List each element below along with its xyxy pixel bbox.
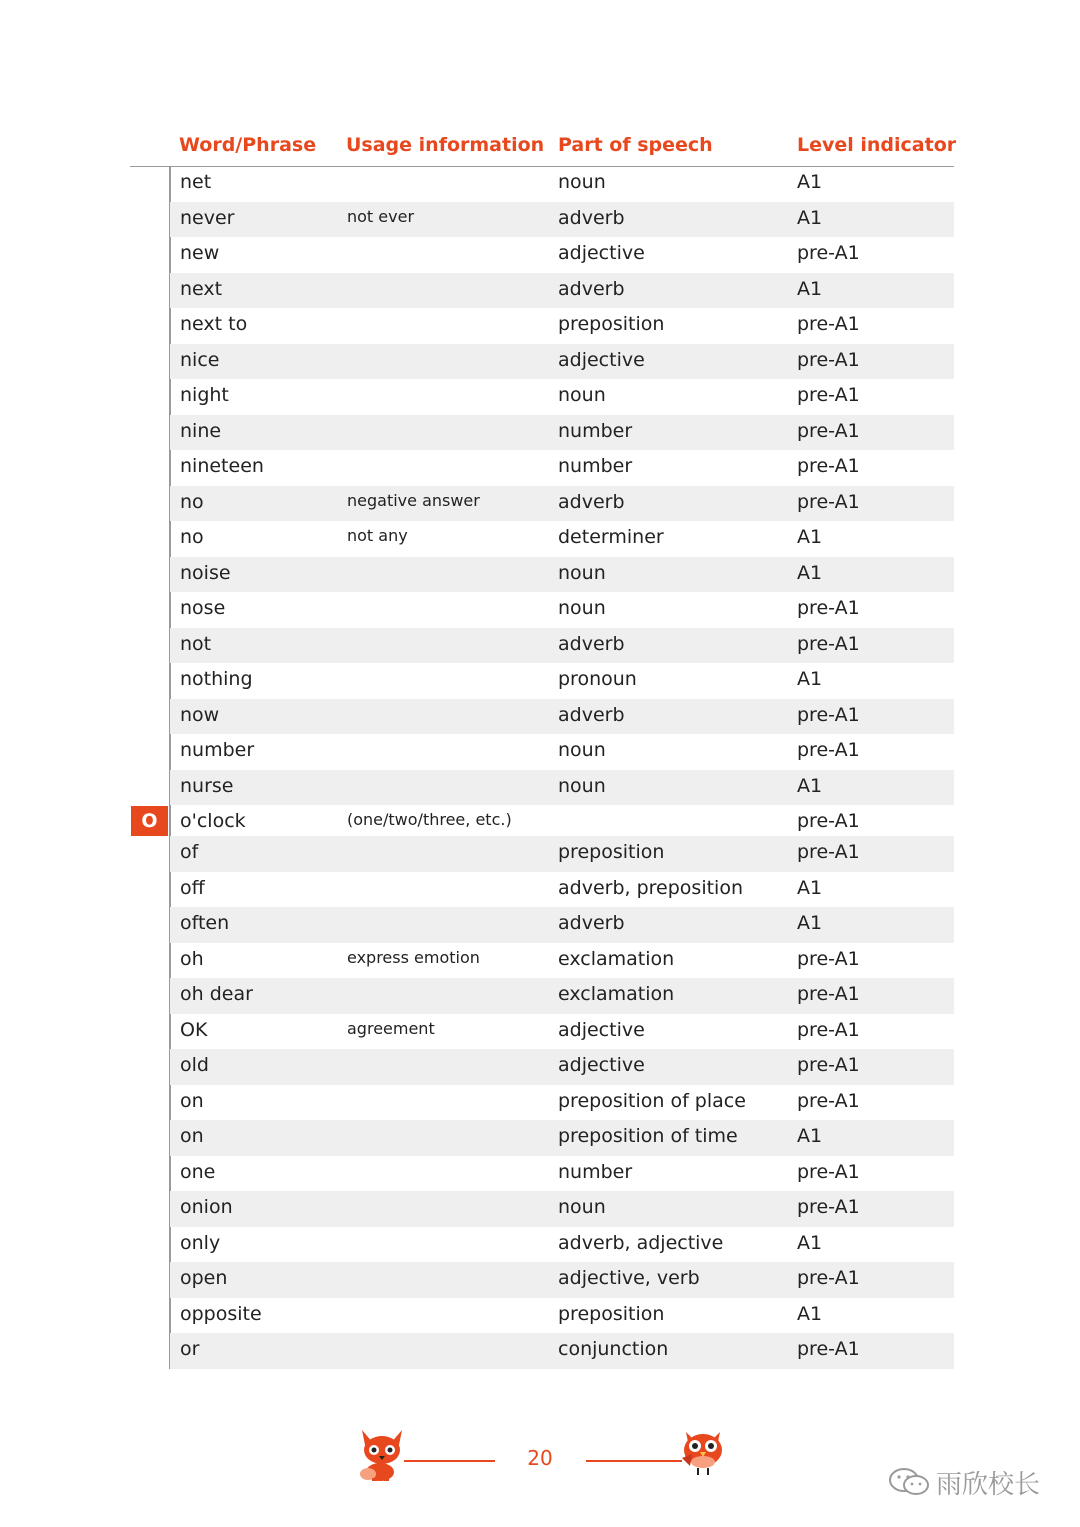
usage-cell: (one/two/three, etc.)	[347, 810, 512, 829]
table-row	[170, 1298, 954, 1334]
part-of-speech-cell: number	[558, 419, 633, 442]
table-row	[170, 978, 954, 1014]
word-cell: or	[180, 1338, 200, 1360]
level-cell: pre-A1	[797, 983, 860, 1005]
word-cell: on	[180, 1125, 204, 1147]
word-cell: onion	[180, 1196, 233, 1218]
footer-right-rule	[586, 1460, 682, 1462]
word-cell: nine	[180, 419, 222, 442]
word-cell: next	[180, 277, 223, 300]
word-cell: new	[180, 242, 220, 264]
word-cell: night	[180, 384, 229, 406]
level-cell: pre-A1	[797, 1267, 860, 1289]
footer-left-rule	[404, 1460, 495, 1462]
word-cell: opposite	[180, 1302, 262, 1325]
table-row	[170, 943, 954, 979]
letter-tab: O	[131, 806, 168, 836]
word-table	[170, 166, 954, 1369]
level-cell: A1	[797, 876, 823, 899]
word-cell: only	[180, 1231, 221, 1254]
table-row	[170, 699, 954, 735]
part-of-speech-cell: adverb, preposition	[558, 876, 743, 899]
word-cell: oh	[180, 947, 204, 970]
level-cell: A1	[797, 1231, 823, 1254]
part-of-speech-cell: noun	[558, 597, 606, 619]
word-cell: no	[180, 526, 204, 548]
table-row	[170, 202, 954, 238]
part-of-speech-cell: adverb	[558, 703, 625, 726]
part-of-speech-cell: adverb	[558, 632, 625, 655]
table-row	[170, 450, 954, 486]
part-of-speech-cell: preposition	[558, 841, 665, 863]
table-row	[170, 1262, 954, 1298]
wechat-icon	[888, 1467, 932, 1504]
table-row	[170, 805, 954, 836]
watermark	[888, 1464, 1040, 1504]
part-of-speech-cell: preposition of time	[558, 1125, 738, 1147]
table-row	[170, 1227, 954, 1263]
level-cell: pre-A1	[797, 348, 860, 371]
header-level: Level indicator	[797, 134, 957, 156]
word-cell: o'clock	[180, 810, 246, 832]
table-row	[170, 521, 954, 557]
level-cell: A1	[797, 774, 823, 797]
table-row	[170, 872, 954, 908]
word-cell: often	[180, 912, 230, 934]
part-of-speech-cell: preposition	[558, 313, 665, 335]
level-cell: pre-A1	[797, 242, 860, 264]
part-of-speech-cell: noun	[558, 561, 606, 584]
level-cell: pre-A1	[797, 739, 860, 761]
table-row	[170, 1085, 954, 1121]
usage-cell: express emotion	[347, 947, 480, 967]
level-cell: pre-A1	[797, 810, 860, 832]
level-cell: A1	[797, 1302, 823, 1325]
page-number: 20	[527, 1446, 553, 1470]
part-of-speech-cell: adverb	[558, 206, 625, 229]
word-cell: on	[180, 1089, 204, 1112]
level-cell: A1	[797, 561, 823, 584]
table-row	[170, 344, 954, 380]
table-row	[170, 415, 954, 451]
part-of-speech-cell: adverb	[558, 912, 625, 934]
part-of-speech-cell: noun	[558, 384, 606, 406]
part-of-speech-cell: adjective	[558, 348, 645, 371]
part-of-speech-cell: adjective, verb	[558, 1267, 700, 1289]
header-word: Word/Phrase	[179, 134, 317, 156]
part-of-speech-cell: noun	[558, 1196, 606, 1218]
word-cell: now	[180, 703, 220, 726]
part-of-speech-cell: exclamation	[558, 947, 675, 970]
part-of-speech-cell: noun	[558, 739, 606, 761]
word-cell: number	[180, 739, 255, 761]
part-of-speech-cell: adjective	[558, 1054, 645, 1076]
part-of-speech-cell: number	[558, 1160, 633, 1183]
owl-icon	[676, 1428, 728, 1482]
word-cell: no	[180, 490, 204, 513]
level-cell: pre-A1	[797, 455, 860, 477]
table-row	[170, 734, 954, 770]
word-cell: not	[180, 632, 212, 655]
usage-cell: negative answer	[347, 490, 480, 510]
part-of-speech-cell: noun	[558, 171, 606, 193]
table-row	[170, 237, 954, 273]
word-cell: nurse	[180, 774, 234, 797]
part-of-speech-cell: adjective	[558, 242, 645, 264]
level-cell: pre-A1	[797, 313, 860, 335]
word-cell: old	[180, 1054, 209, 1076]
level-cell: pre-A1	[797, 419, 860, 442]
level-cell: pre-A1	[797, 1018, 860, 1041]
level-cell: pre-A1	[797, 1338, 860, 1360]
table-row	[170, 166, 954, 202]
watermark-text: 雨欣校长	[936, 1470, 1041, 1500]
level-cell: A1	[797, 668, 823, 690]
word-cell: net	[180, 171, 212, 193]
level-cell: pre-A1	[797, 1054, 860, 1076]
level-cell: A1	[797, 277, 823, 300]
part-of-speech-cell: conjunction	[558, 1338, 669, 1360]
word-cell: open	[180, 1267, 228, 1289]
word-cell: nice	[180, 348, 220, 371]
word-cell: nineteen	[180, 455, 264, 477]
word-cell: OK	[180, 1018, 208, 1041]
table-row	[170, 1333, 954, 1369]
level-cell: A1	[797, 1125, 823, 1147]
word-cell: nothing	[180, 668, 253, 690]
word-cell: never	[180, 206, 235, 229]
header-usage: Usage information	[346, 134, 545, 156]
table-row	[170, 1120, 954, 1156]
header-part-of-speech: Part of speech	[558, 134, 713, 156]
table-row	[170, 557, 954, 593]
usage-cell: not ever	[347, 206, 415, 226]
table-row	[170, 628, 954, 664]
level-cell: pre-A1	[797, 1160, 860, 1183]
table-row	[170, 1049, 954, 1085]
usage-cell: not any	[347, 526, 408, 545]
level-cell: pre-A1	[797, 384, 860, 406]
word-cell: one	[180, 1160, 216, 1183]
part-of-speech-cell: pronoun	[558, 668, 637, 690]
level-cell: pre-A1	[797, 703, 860, 726]
level-cell: pre-A1	[797, 1196, 860, 1218]
table-row	[170, 907, 954, 943]
word-cell: oh dear	[180, 983, 253, 1005]
part-of-speech-cell: preposition	[558, 1302, 665, 1325]
table-row	[170, 663, 954, 699]
table-row	[170, 379, 954, 415]
level-cell: pre-A1	[797, 490, 860, 513]
word-cell: nose	[180, 597, 226, 619]
part-of-speech-cell: noun	[558, 774, 606, 797]
level-cell: pre-A1	[797, 947, 860, 970]
table-row	[170, 1156, 954, 1192]
level-cell: pre-A1	[797, 841, 860, 863]
table-row	[170, 308, 954, 344]
table-row	[170, 486, 954, 522]
word-cell: next to	[180, 313, 248, 335]
part-of-speech-cell: number	[558, 455, 633, 477]
table-header	[130, 132, 957, 167]
word-cell: off	[180, 876, 205, 899]
level-cell: A1	[797, 526, 823, 548]
table-row	[170, 1014, 954, 1050]
level-cell: pre-A1	[797, 1089, 860, 1112]
word-cell: noise	[180, 561, 231, 584]
level-cell: A1	[797, 912, 823, 934]
fox-icon	[358, 1428, 406, 1486]
part-of-speech-cell: preposition of place	[558, 1089, 746, 1112]
part-of-speech-cell: exclamation	[558, 983, 675, 1005]
usage-cell: agreement	[347, 1018, 435, 1038]
table-row	[170, 770, 954, 806]
table-row	[170, 1191, 954, 1227]
level-cell: pre-A1	[797, 632, 860, 655]
part-of-speech-cell: adverb, adjective	[558, 1231, 724, 1254]
part-of-speech-cell: determiner	[558, 526, 664, 548]
level-cell: A1	[797, 206, 823, 229]
part-of-speech-cell: adverb	[558, 277, 625, 300]
part-of-speech-cell: adverb	[558, 490, 625, 513]
table-row	[170, 273, 954, 309]
table-row	[170, 592, 954, 628]
word-cell: of	[180, 841, 199, 863]
level-cell: A1	[797, 171, 823, 193]
part-of-speech-cell: adjective	[558, 1018, 645, 1041]
level-cell: pre-A1	[797, 597, 860, 619]
table-row	[170, 836, 954, 872]
